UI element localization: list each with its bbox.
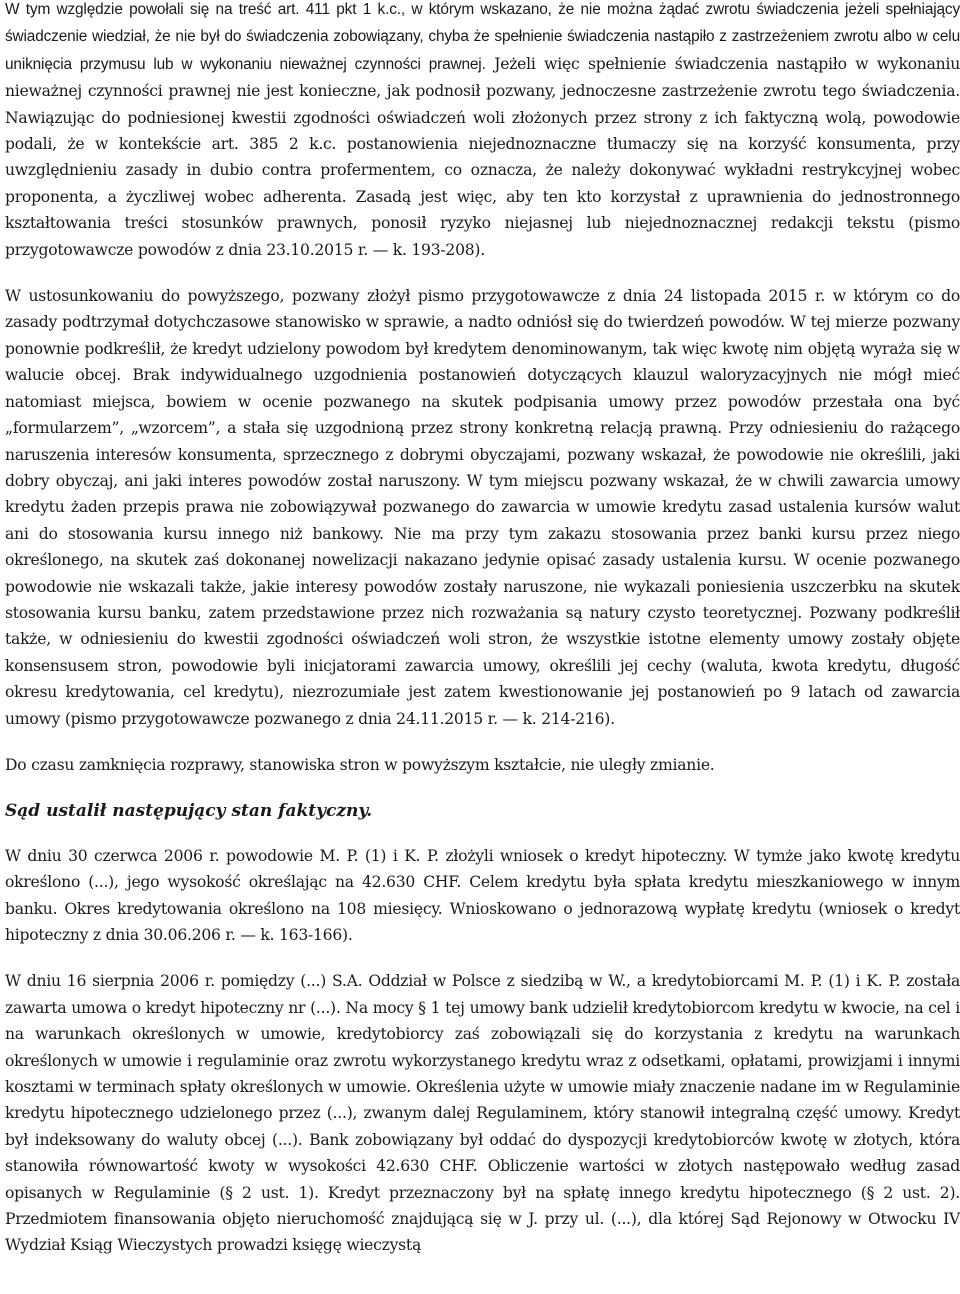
- spacer: [5, 263, 960, 283]
- spacer: [5, 732, 960, 752]
- paragraph-loan-agreement: W dniu 16 sierpnia 2006 r. pomiędzy (...) S.A. Oddział w Polsce z siedzibą w W., a kredytobiorcami M. P. (1) i K. P. została zawarta umowa o kredyt hipoteczny nr (...). Na mocy § 1 tej umowy bank udzielił kredytobiorcom kredytu w kwocie, na cel i na warunkach określonych w umowie, kredytobiorcy zaś zobowiązali się do korzystania z kredytu na warunkach określonych w umowie i regulaminie oraz zwrotu wykorzystanego kredytu wraz z odsetkami, opłatami, prowizjami i innymi kosztami w terminach spłaty określonych w umowie. Określenia użyte w umowie miały znaczenie nadane im w Regulaminie kredytu hipotecznego udzielonego przez (...), zwanym dalej Regulaminem, który stanowił integralną część umowy. Kredyt był indeksowany do waluty obcej (...). Bank zobowiązany był oddać do dyspozycji kredytobiorców kwotę w złotych, która stanowiła równowartość kwoty w wysokości 42.630 CHF. Obliczenie wartości w złotych następowało według zasad opisanych w Regulaminie (§ 2 ust. 1). Kredyt przeznaczony był na spłatę innego kredytu hipotecznego (§ 2 ust. 2). Przedmiotem finansowania objęto nieruchomość znajdującą się w J. przy ul. (...), dla której Sąd Rejonowy w Otwocku IV Wydział Ksiąg Wieczystych prowadzi księgę wieczystą: [5, 972, 960, 1255]
- spacer: [5, 948, 960, 968]
- paragraph-loan-application: W dniu 30 czerwca 2006 r. powodowie M. P. (1) i K. P. złożyli wniosek o kredyt hipoteczny. W tymże jako kwotę kredytu określono (...), jego wysokość określając na 42.630 CHF. Celem kredytu była spłata kredytu mieszkaniowego w innym banku. Okres kredytowania określono na 108 miesięcy. Wnioskowano o jednorazową wypłatę kredytu (wniosek o kredyt hipoteczny z dnia 30.06.206 r. — k. 163-166).: [5, 846, 960, 944]
- paragraph-closing-statement: Do czasu zamknięcia rozprawy, stanowiska stron w powyższym kształcie, nie uległy zmianie.: [5, 755, 715, 774]
- paragraph-plaintiff-arguments: [5, 0, 960, 263]
- spacer: [5, 778, 960, 798]
- section-heading: Sąd ustalił następujący stan faktyczny.: [5, 801, 373, 822]
- document-page: [5, 0, 960, 1259]
- paragraph-serif-fragment: Jeżeli więc spełnienie świadczenia nastąpiło w wykonaniu nieważnej czynności prawnej nie jest konieczne, jak podnosił pozwany, jednoczesne zastrzeżenie zwrotu tego świadczenia. Nawiązując do podniesionej kwestii zgodności oświadczeń woli złożonych przez strony z ich faktyczną wolą, powodowie podali, że w kontekście art. 385 2 k.c. postanowienia niejednoznaczne tłumaczy się na korzyść konsumenta, przy uwzględnieniu zasady in dubio contra profermentem, co oznacza, że należy dokonywać wykładni restrykcyjnej wobec proponenta, a życzliwej wobec adherenta. Zasadą jest więc, aby ten kto korzystał z uprawnienia do jednostronnego kształtowania treści stosunków prawnych, ponosił ryzyko niejasnej lub niejednoznacznej redakcji tekstu (pismo przygotowawcze powodów z dnia 23.10.2015 r. — k. 193-208).: [5, 54, 960, 259]
- paragraph-sans-fragment: W tym względzie powołali się na treść art. 411 pkt 1 k.c., w którym wskazano, że nie można żądać zwrotu świadczenia jeżeli spełniający świadczenie wiedział, że nie był do świadczenia zobowiązany, chyba że spełnienie świadczenia nastąpiło z zastrzeżeniem zwrotu albo w celu uniknięcia przymusu lub w wykonaniu nieważnej czynności prawnej.: [5, 1, 960, 73]
- paragraph-defendant-response: W ustosunkowaniu do powyższego, pozwany złożył pismo przygotowawcze z dnia 24 listopada 2015 r. w którym co do zasady podtrzymał dotychczasowe stanowisko w sprawie, a nadto odniósł się do twierdzeń powodów. W tej mierze pozwany ponownie podkreślił, że kredyt udzielony powodom był kredytem denominowanym, tak więc kwotę nim objętą wyraża się w walucie obcej. Brak indywidualnego uzgodnienia postanowień dotyczących klauzul waloryzacyjnych nie mógł mieć natomiast miejsca, bowiem w ocenie pozwanego na skutek podpisania umowy przez powodów przestała ona być „formularzem”, „wzorcem”, a stała się uzgodnioną przez strony konkretną relacją prawną. Przy odniesieniu do rażącego naruszenia interesów konsumenta, sprzecznego z dobrymi obyczajami, pozwany wskazał, że powodowie nie określili, jaki dobry obyczaj, ani jaki interes powodów został naruszony. W tym miejscu pozwany wskazał, że w chwili zawarcia umowy kredytu żaden przepis prawa nie zobowiązywał pozwanego do zawarcia w umowie kredytu zasad ustalenia kursów walut ani do stosowania kursu innego niż bankowy. Nie ma przy tym zakazu stosowania przez banki kursu przez niego określonego, na skutek zaś dokonanej nowelizacji nakazano jedynie opisać zasady ustalenia kursu. W ocenie pozwanego powodowie nie wskazali także, jakie interesy powodów zostały naruszone, nie wykazali poniesienia uszczerbku na skutek stosowania kursu banku, zatem przedstawione przez nich rozważania są natury czysto teoretycznej. Pozwany podkreślił także, w odniesieniu do kwestii zgodności oświadczeń woli stron, że wszystkie istotne elementy umowy zostały objęte konsensusem stron, powodowie byli inicjatorami zawarcia umowy, określili jej cechy (waluta, kwota kredytu, długość okresu kredytowania, cel kredytu), niezrozumiałe jest zatem kwestionowanie jej postanowień po 9 latach od zawarcia umowy (pismo przygotowawcze pozwanego z dnia 24.11.2015 r. — k. 214-216).: [5, 287, 960, 728]
- spacer: [5, 825, 960, 843]
